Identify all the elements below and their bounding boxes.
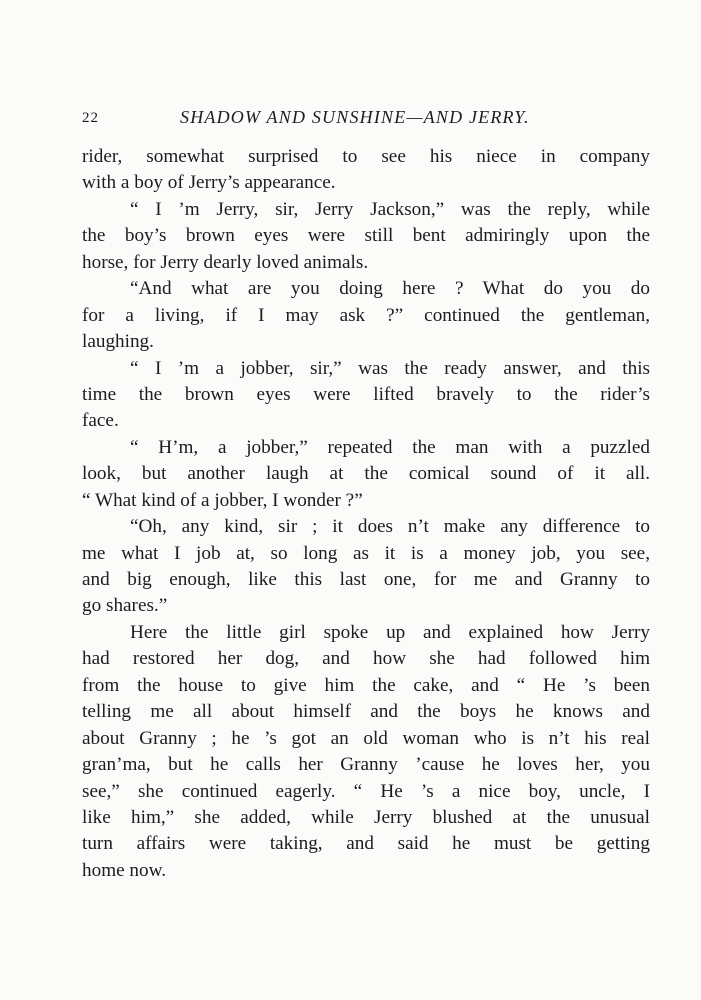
text-line: the boy’s brown eyes were still bent admiringly upon the	[82, 225, 650, 247]
text-line: telling me all about himself and the boys he knows and	[82, 701, 650, 723]
text-line: “ H’m, a jobber,” repeated the man with a puzzled	[130, 436, 650, 458]
text-line: turn affairs were taking, and said he must be getting	[82, 833, 650, 855]
text-line: horse, for Jerry dearly loved animals.	[82, 251, 369, 273]
text-line: from the house to give him the cake, and “ He ’s been	[82, 674, 650, 696]
text-line: gran’ma, but he calls her Granny ’cause he loves her, you	[82, 754, 650, 776]
text-line: home now.	[82, 859, 167, 881]
text-line: “ I ’m a jobber, sir,” was the ready answer, and this	[130, 357, 650, 379]
text-line: “ I ’m Jerry, sir, Jerry Jackson,” was the reply, while	[130, 198, 650, 220]
text-line: had restored her dog, and how she had followed him	[82, 648, 650, 670]
text-line: go shares.”	[82, 595, 168, 617]
text-line: and big enough, like this last one, for me and Granny to	[82, 569, 650, 590]
text-line: time the brown eyes were lifted bravely to the rider’s	[82, 383, 650, 405]
text-line: “And what are you doing here ? What do you do	[130, 278, 650, 300]
text-line: “Oh, any kind, sir ; it does n’t make any difference to	[130, 516, 650, 538]
text-line: Here the little girl spoke up and explained how Jerry	[130, 621, 650, 643]
text-line: rider, somewhat surprised to see his niece in company	[82, 146, 650, 167]
text-line: look, but another laugh at the comical sound of it all.	[82, 463, 650, 485]
text-line: “ What kind of a jobber, I wonder ?”	[82, 489, 363, 511]
running-head: SHADOW AND SUNSHINE—AND JERRY.	[180, 107, 530, 127]
text-line: me what I job at, so long as it is a money job, you see,	[82, 542, 650, 564]
text-line: for a living, if I may ask ?” continued the gentleman,	[82, 304, 650, 326]
text-line: see,” she continued eagerly. “ He ’s a nice boy, uncle, I	[82, 780, 650, 802]
text-line: like him,” she added, while Jerry blushed at the unusual	[82, 806, 650, 828]
page-number: 22	[82, 110, 99, 126]
text-line: face.	[82, 410, 119, 432]
text-line: about Granny ; he ’s got an old woman who is n’t his real	[82, 727, 650, 749]
text-line: laughing.	[82, 331, 154, 353]
text-line: with a boy of Jerry’s appearance.	[82, 172, 336, 194]
body-text	[82, 144, 650, 884]
